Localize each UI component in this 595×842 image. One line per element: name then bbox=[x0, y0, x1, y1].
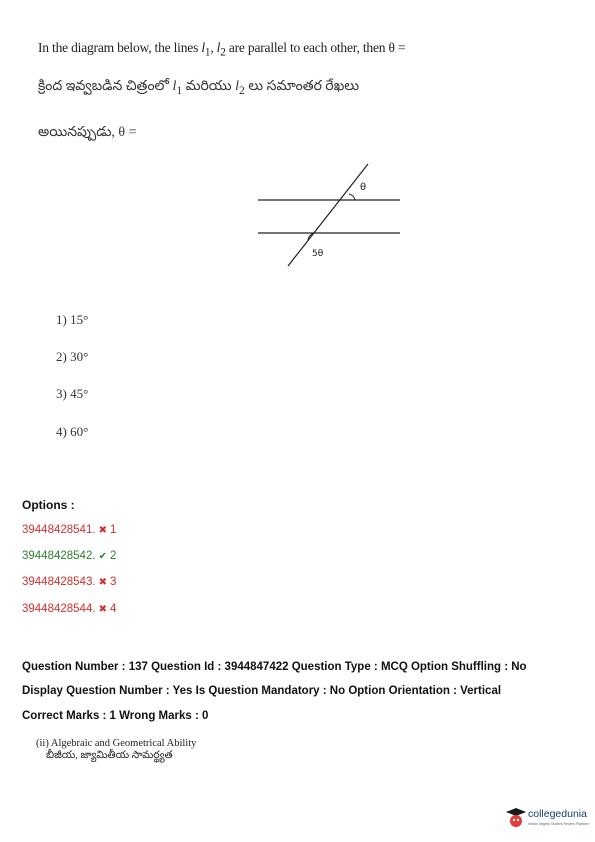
option-value: 2 bbox=[109, 550, 117, 562]
option-row bbox=[22, 524, 116, 536]
telugu-part-a: క్రింద ఇవ్వబడిన చిత్రంలో bbox=[38, 79, 173, 94]
choice-2: 2) 30° bbox=[56, 349, 89, 364]
choice-4: 4) 60° bbox=[56, 424, 89, 439]
collegedunia-logo-icon bbox=[504, 806, 528, 830]
option-value: 3 bbox=[109, 576, 117, 588]
option-id: 39448428544. bbox=[22, 603, 96, 615]
parallel-lines-diagram bbox=[250, 160, 410, 270]
section-english: (ii) Algebraic and Geometrical Ability bbox=[36, 738, 197, 749]
line-l1: l bbox=[201, 40, 205, 55]
telugu-l2: l bbox=[235, 79, 240, 94]
telugu-part-c: లు సమాంతర రేఖలు bbox=[244, 79, 360, 94]
telugu-l1-sub: 1 bbox=[176, 83, 183, 97]
meta-line-2: Display Question Number : Yes Is Question Mandatory : No Option Orientation : Vertical bbox=[22, 685, 502, 697]
question-telugu-line1 bbox=[38, 78, 359, 97]
telugu-part-b: మరియు bbox=[182, 79, 236, 94]
cross-icon: ✖ bbox=[98, 604, 107, 615]
angle-label-5theta: 5θ bbox=[312, 249, 324, 259]
question-prefix: In the diagram below, the lines bbox=[38, 40, 202, 55]
option-row bbox=[22, 603, 116, 615]
section-telugu: బీజీయ, జ్యామితీయ సామర్థ్యత bbox=[46, 750, 173, 761]
question-suffix: are parallel to each other, then θ = bbox=[225, 40, 406, 55]
angle-arc-theta bbox=[349, 194, 355, 200]
option-row bbox=[22, 550, 116, 562]
angle-label-theta: θ bbox=[360, 182, 367, 193]
choice-3: 3) 45° bbox=[56, 386, 89, 401]
option-value: 1 bbox=[109, 524, 117, 536]
meta-line-3: Correct Marks : 1 Wrong Marks : 0 bbox=[22, 710, 209, 722]
option-id: 39448428542. bbox=[22, 550, 96, 562]
line-l2: l bbox=[216, 40, 221, 55]
question-telugu-line2: అయినప్పుడు, θ = bbox=[38, 125, 137, 140]
transversal-line bbox=[288, 164, 368, 266]
option-id: 39448428541. bbox=[22, 524, 96, 536]
check-icon: ✔ bbox=[98, 551, 107, 562]
logo-tagline: India's largest Student Review Platform bbox=[528, 822, 589, 826]
cross-icon: ✖ bbox=[98, 577, 107, 588]
telugu-l1: l bbox=[172, 79, 177, 94]
meta-line-1: Question Number : 137 Question Id : 3944847422 Question Type : MCQ Option Shuffling : No bbox=[22, 661, 527, 673]
section-heading bbox=[36, 738, 196, 762]
cross-icon: ✖ bbox=[98, 525, 107, 536]
line-l1-sub: 1 bbox=[204, 46, 211, 59]
telugu-l2-sub: 2 bbox=[239, 83, 245, 97]
option-value: 4 bbox=[109, 603, 117, 615]
question-english bbox=[38, 40, 405, 59]
option-row bbox=[22, 576, 116, 588]
logo-wordmark: collegedunia bbox=[528, 808, 587, 820]
line-l2-sub: 2 bbox=[220, 46, 226, 59]
choice-1: 1) 15° bbox=[56, 312, 89, 327]
option-id: 39448428543. bbox=[22, 576, 96, 588]
options-title: Options : bbox=[22, 498, 75, 512]
separator: , bbox=[210, 40, 217, 55]
